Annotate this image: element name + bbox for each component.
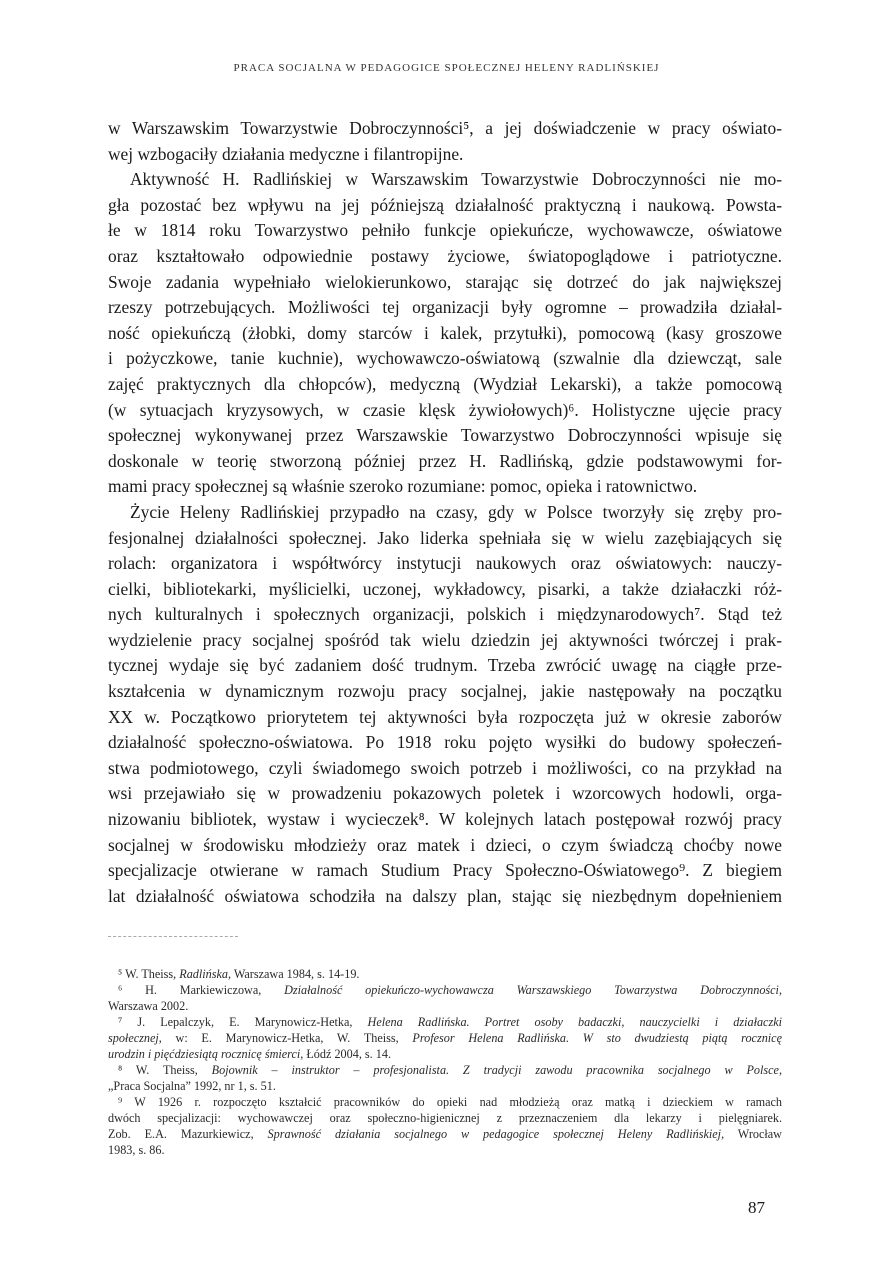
footnote-line [108, 1078, 782, 1094]
paragraph-line: wej wzbogaciły działania medyczne i filantropijne. [108, 143, 464, 164]
paragraph-line: ność opiekuńczą (żłobki, domy starców i kalek, przytułki), pomocową (kasy groszowe [108, 322, 782, 343]
footnote-line [108, 1142, 782, 1158]
paragraph-line: lat działalność oświatowa schodziła na dalszy plan, stając się niezbędnym dopełnieniem [108, 885, 782, 906]
footnote-text: 1983, s. 86. [108, 1143, 165, 1157]
footnote-line [108, 998, 782, 1014]
paragraph-line: fesjonalnej działalności społecznej. Jako liderka spełniała się w wielu zazębiających się [108, 527, 782, 548]
paragraph-line: (w sytuacjach kryzysowych, w czasie klęsk żywiołowych)⁶. Holistyczne ujęcie pracy [108, 399, 782, 420]
page-number: 87 [748, 1198, 765, 1217]
paragraph-line: stwa podmiotowego, czyli świadomego swoich potrzeb i możliwości, co na przykład na [108, 757, 782, 778]
paragraph-line: kształcenia w dynamicznym rozwoju pracy socjalnej, jakie następowały na początku [108, 681, 782, 702]
footnote-line [108, 1014, 782, 1030]
paragraph-line: cielki, bibliotekarki, myślicielki, uczonej, wykładowcy, pisarki, a także działaczki róż- [108, 578, 782, 599]
paragraph-line: Aktywność H. Radlińskiej w Warszawskim Towarzystwie Dobroczynności nie mo- [130, 169, 782, 190]
paragraph-line: socjalnej w środowisku młodzieży oraz matek i dzieci, o czym świadczą choćby nowe [108, 834, 782, 855]
footnote-text: , Łódź 2004, s. 14. [300, 1047, 391, 1061]
paragraph-line: Swoje zadania wypełniało wielokierunkowo, starając się dotrzeć do jak największej [108, 271, 782, 292]
footnote-text: , [778, 1063, 782, 1077]
paragraph-line: gła pozostać bez wpływu na jej późniejszą działalność praktyczną i naukową. Powsta- [108, 194, 782, 215]
paragraph-line: rolach: organizatora i współtwórcy instytucji naukowych oraz oświatowych: nauczy- [108, 553, 782, 574]
footnote-line [108, 1126, 782, 1142]
footnote-line [108, 1030, 782, 1046]
paragraph-line: rzeszy potrzebujących. Możliwości tej organizacji były ogromne – prowadziła działal- [108, 297, 782, 318]
footnote-line [108, 1094, 782, 1110]
footnote-text: „Praca Socjalna” 1992, nr 1, s. 51. [108, 1079, 276, 1093]
footnote-line [108, 1046, 782, 1062]
footnote-line [108, 1110, 782, 1126]
footnote-text: ⁹ W 1926 r. rozpoczęto kształcić pracowników do opieki nad młodzieżą oraz matką i dzieckiem w ramach [118, 1095, 782, 1109]
running-header: PRACA SOCJALNA W PEDAGOGICE SPOŁECZNEJ HELENY RADLIŃSKIEJ [233, 62, 660, 74]
footnote-separator [108, 936, 238, 937]
paragraph-line: i pożyczkowe, tanie kuchnie), wychowawczo-oświatową (szwalnie dla dziewcząt, sale [108, 348, 782, 369]
footnote-title: społecznej [108, 1031, 159, 1045]
footnote-text: , Wrocław [721, 1127, 782, 1141]
paragraph-line: łe w 1814 roku Towarzystwo pełniło funkcje opiekuńcze, wychowawcze, oświatowe [108, 220, 782, 241]
paragraph-line: mami pracy społecznej są właśnie szeroko rozumiane: pomoc, opieka i ratownictwo. [108, 476, 698, 497]
paragraph-line: doskonale w teorię stworzoną później przez H. Radlińską, gdzie podstawowymi for- [108, 450, 782, 471]
paragraph-line: zajęć praktycznych dla chłopców), medyczną (Wydział Lekarski), a także pomocową [108, 373, 782, 394]
paragraph-line: tycznej wydaje się być zadaniem dość trudnym. Trzeba zwrócić uwagę na ciągłe prze- [108, 655, 782, 676]
footnote-text: ⁶ H. Markiewiczowa, [118, 983, 285, 997]
paragraph-line: wsi przejawiało się w prowadzeniu pokazowych poletek i wzorcowych hodowli, orga- [108, 783, 782, 804]
footnote-text: , [778, 983, 782, 997]
footnote-text: Zob. E.A. Mazurkiewicz, [108, 1127, 268, 1141]
footnote-title: Sprawność działania socjalnego w pedagogice społecznej Heleny Radlińskiej [267, 1127, 722, 1141]
paragraph-line: XX w. Początkowo priorytetem tej aktywności była rozpoczęta już w okresie zaborów [108, 706, 782, 727]
footnote-text: Warszawa 2002. [108, 999, 189, 1013]
footnote-line [108, 966, 782, 982]
footnote-text: ⁸ W. Theiss, [118, 1063, 212, 1077]
paragraph-line: społecznej wykonywanej przez Warszawskie Towarzystwo Dobroczynności wpisuje się [108, 425, 782, 446]
footnote-title: Radlińska [179, 967, 228, 981]
paragraph-line: Życie Heleny Radlińskiej przypadło na czasy, gdy w Polsce tworzyły się zręby pro- [130, 501, 782, 522]
paragraph-line: oraz kształtowało odpowiednie postawy życiowe, światopoglądowe i patriotyczne. [108, 245, 782, 266]
paragraph-line: w Warszawskim Towarzystwie Dobroczynności⁵, a jej doświadczenie w pracy oświato- [108, 118, 782, 138]
footnotes [108, 966, 782, 1158]
main-text [108, 116, 782, 909]
footnote-text: , Warszawa 1984, s. 14-19. [228, 967, 360, 981]
paragraph-line: nizowaniu bibliotek, wystaw i wycieczek⁸. W kolejnych latach postępował rozwój pracy [108, 809, 782, 830]
footnote-title: urodzin i pięćdziesiątą rocznicę śmierci [108, 1047, 301, 1061]
footnote-title: Helena Radlińska. Portret osoby badaczki, nauczycielki i działaczki [367, 1015, 782, 1029]
footnote-title: Profesor Helena Radlińska. W sto dwudziestą piątą rocznicę [412, 1031, 783, 1045]
paragraph-line: nych kulturalnych i społecznych organizacji, polskich i międzynarodowych⁷. Stąd też [108, 604, 782, 625]
paragraph-line: działalność społeczno-oświatowa. Po 1918 roku pojęto wysiłki do budowy społeczeń- [108, 732, 782, 753]
footnote-text: ⁷ J. Lepalczyk, E. Marynowicz-Hetka, [118, 1015, 368, 1029]
footnote-text: dwóch specjalizacji: wychowawczej oraz społeczno-higienicznej z przeznaczeniem dla lekarzy i pielęgniarek. [108, 1111, 782, 1125]
footnote-line [108, 982, 782, 998]
paragraph-line: specjalizacje otwierane w ramach Studium Pracy Społeczno-Oświatowego⁹. Z biegiem [108, 860, 782, 881]
footnote-title: Bojownik – instruktor – profesjonalista. Z tradycji zawodu pracownika socjalnego w Polsce [211, 1063, 779, 1077]
footnote-title: Działalność opiekuńczo-wychowawcza Warszawskiego Towarzystwa Dobroczynności [284, 983, 779, 997]
paragraph-line: wydzielenie pracy socjalnej spośród tak wielu dziedzin jej aktywności twórczej i prak- [108, 629, 782, 650]
footnote-text: ⁵ W. Theiss, [118, 967, 180, 981]
footnote-line [108, 1062, 782, 1078]
footnote-text: , w: E. Marynowicz-Hetka, W. Theiss, [158, 1031, 413, 1045]
